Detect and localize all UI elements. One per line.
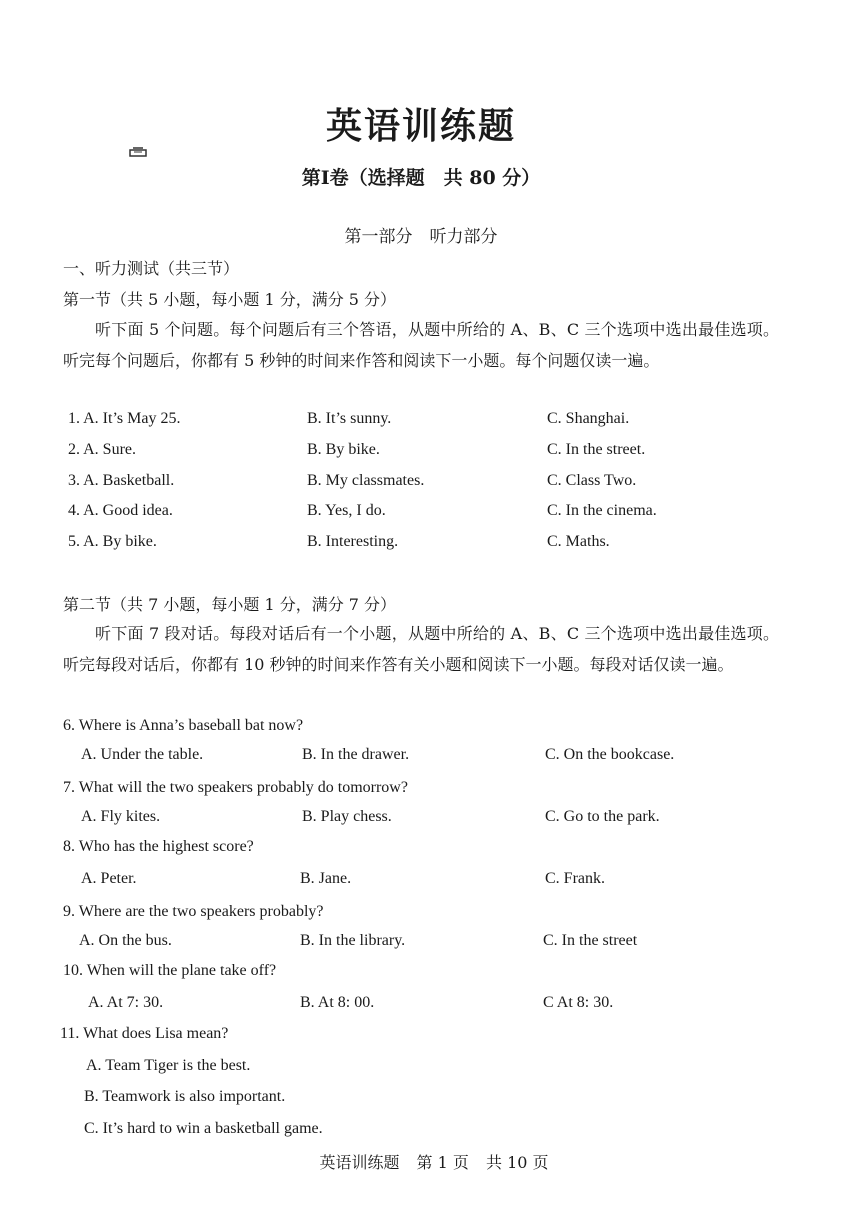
footer-title: 英语训练题 — [319, 1153, 400, 1172]
section-heading: 一、听力测试（共三节） — [63, 259, 240, 278]
item-3-option-c: C. Class Two. — [547, 472, 637, 489]
question-6-option-a: A. Under the table. — [81, 746, 204, 763]
footer-page-number: 第 1 页 — [416, 1153, 469, 1172]
question-11-option-b: B. Teamwork is also important. — [84, 1088, 286, 1105]
item-2-option-a: 2. A. Sure. — [68, 441, 136, 458]
question-9-option-c: C. In the street — [543, 932, 638, 949]
question-7-option-a: A. Fly kites. — [81, 808, 161, 825]
paper-subtitle: 第Ⅰ卷（选择题 共 80 分） — [301, 167, 541, 189]
subsection-2-instructions: 听下面 7 段对话。每段对话后有一个小题，从题中所给的 A、B、C 三个选项中选出最佳选项。听完每段对话后，你都有 10 秒钟的时间来作答有关小题和阅读下一小题。每段对话仅读一遍。 — [63, 624, 779, 674]
item-2-option-c: C. In the street. — [547, 441, 646, 458]
subsection-1-instructions: 听下面 5 个问题。每个问题后有三个答语，从题中所给的 A、B、C 三个选项中选出最佳选项。听完每个问题后，你都有 5 秒钟的时间来作答和阅读下一小题。每个问题仅读一遍。 — [63, 320, 779, 370]
page-footer — [0, 1150, 868, 1173]
question-7-option-c: C. Go to the park. — [545, 808, 660, 825]
page-title: 英语训练题 — [325, 105, 516, 147]
question-8-option-c: C. Frank. — [545, 870, 605, 887]
item-1-option-a: 1. A. It’s May 25. — [68, 410, 181, 427]
scan-mark-icon — [128, 146, 148, 158]
question-7: 7. What will the two speakers probably do tomorrow? — [63, 779, 408, 796]
item-2-option-b: B. By bike. — [307, 441, 380, 458]
question-9-option-b: B. In the library. — [300, 932, 406, 949]
subsection-2-heading: 第二节（共 7 小题，每小题 1 分，满分 7 分） — [63, 595, 397, 614]
question-10: 10. When will the plane take off? — [63, 962, 277, 979]
question-11-option-c: C. It’s hard to win a basketball game. — [84, 1120, 323, 1137]
item-5-option-a: 5. A. By bike. — [68, 533, 157, 550]
item-1-option-c: C. Shanghai. — [547, 410, 630, 427]
item-4-option-c: C. In the cinema. — [547, 502, 657, 519]
question-6-option-b: B. In the drawer. — [302, 746, 410, 763]
item-5-option-c: C. Maths. — [547, 533, 610, 550]
question-9-option-a: A. On the bus. — [79, 932, 172, 949]
question-7-option-b: B. Play chess. — [302, 808, 392, 825]
question-8: 8. Who has the highest score? — [63, 838, 254, 855]
question-10-option-a: A. At 7: 30. — [88, 994, 164, 1011]
question-10-option-c: C At 8: 30. — [543, 994, 614, 1011]
question-6: 6. Where is Anna’s baseball bat now? — [63, 717, 304, 734]
item-4-option-a: 4. A. Good idea. — [68, 502, 173, 519]
question-8-option-b: B. Jane. — [300, 870, 352, 887]
item-4-option-b: B. Yes, I do. — [307, 502, 386, 519]
part-heading: 第一部分 听力部分 — [344, 227, 498, 247]
question-8-option-a: A. Peter. — [81, 870, 137, 887]
footer-total-pages: 共 10 页 — [486, 1153, 549, 1172]
question-6-option-c: C. On the bookcase. — [545, 746, 675, 763]
question-9: 9. Where are the two speakers probably? — [63, 903, 324, 920]
item-5-option-b: B. Interesting. — [307, 533, 399, 550]
item-1-option-b: B. It’s sunny. — [307, 410, 392, 427]
question-11-option-a: A. Team Tiger is the best. — [86, 1057, 251, 1074]
subsection-1-heading: 第一节（共 5 小题，每小题 1 分，满分 5 分） — [63, 290, 397, 309]
item-3-option-b: B. My classmates. — [307, 472, 425, 489]
question-10-option-b: B. At 8: 00. — [300, 994, 375, 1011]
item-3-option-a: 3. A. Basketball. — [68, 472, 175, 489]
question-11: 11. What does Lisa mean? — [60, 1025, 229, 1042]
